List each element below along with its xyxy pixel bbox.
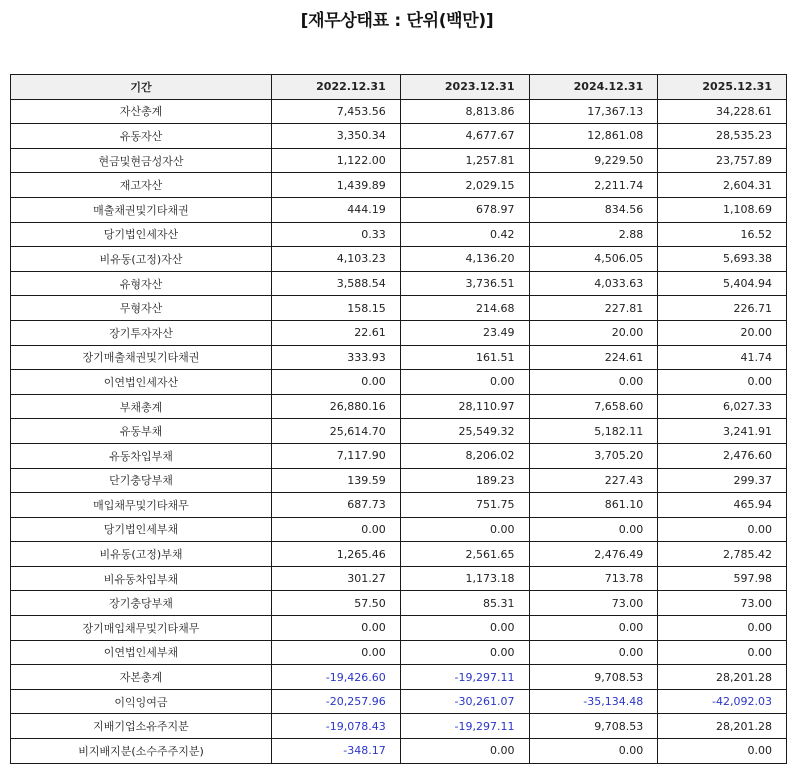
value-cell: 299.37	[658, 468, 787, 493]
value-cell: -19,297.11	[400, 665, 529, 690]
table-row	[11, 616, 787, 641]
row-label: 장기매입채무및기타채무	[11, 616, 272, 641]
row-label: 단기충당부채	[11, 468, 272, 493]
header-year: 2023.12.31	[400, 75, 529, 100]
value-cell: 8,206.02	[400, 443, 529, 468]
value-cell: 597.98	[658, 566, 787, 591]
table-row	[11, 517, 787, 542]
table-row	[11, 173, 787, 198]
value-cell: 20.00	[658, 320, 787, 345]
value-cell: 0.00	[529, 370, 658, 395]
value-cell: 0.00	[658, 616, 787, 641]
table-row	[11, 542, 787, 567]
value-cell: 28,201.28	[658, 665, 787, 690]
value-cell: 0.00	[272, 616, 401, 641]
value-cell: 57.50	[272, 591, 401, 616]
value-cell: 0.00	[658, 739, 787, 764]
value-cell: 0.00	[658, 640, 787, 665]
value-cell: 73.00	[529, 591, 658, 616]
row-label: 유동차입부채	[11, 443, 272, 468]
value-cell: 3,736.51	[400, 271, 529, 296]
value-cell: 5,404.94	[658, 271, 787, 296]
row-label: 유동자산	[11, 124, 272, 149]
value-cell: -42,092.03	[658, 689, 787, 714]
table-row	[11, 124, 787, 149]
row-label: 비유동(고정)자산	[11, 247, 272, 272]
table-row	[11, 640, 787, 665]
row-label: 자산총계	[11, 99, 272, 124]
value-cell: 0.42	[400, 222, 529, 247]
value-cell: 4,136.20	[400, 247, 529, 272]
value-cell: 2,476.60	[658, 443, 787, 468]
value-cell: 444.19	[272, 197, 401, 222]
value-cell: 7,658.60	[529, 394, 658, 419]
value-cell: 34,228.61	[658, 99, 787, 124]
value-cell: 4,103.23	[272, 247, 401, 272]
value-cell: 2,029.15	[400, 173, 529, 198]
value-cell: 0.33	[272, 222, 401, 247]
header-year: 2025.12.31	[658, 75, 787, 100]
value-cell: 0.00	[658, 370, 787, 395]
value-cell: -20,257.96	[272, 689, 401, 714]
row-label: 유동부채	[11, 419, 272, 444]
value-cell: 0.00	[272, 640, 401, 665]
row-label: 이연법인세부채	[11, 640, 272, 665]
value-cell: 1,108.69	[658, 197, 787, 222]
value-cell: 25,549.32	[400, 419, 529, 444]
value-cell: 0.00	[529, 517, 658, 542]
value-cell: 0.00	[529, 640, 658, 665]
value-cell: -19,078.43	[272, 714, 401, 739]
value-cell: 0.00	[529, 616, 658, 641]
value-cell: 0.00	[400, 517, 529, 542]
value-cell: 0.00	[400, 616, 529, 641]
value-cell: 2,604.31	[658, 173, 787, 198]
table-row	[11, 370, 787, 395]
value-cell: 2,476.49	[529, 542, 658, 567]
row-label: 이연법인세자산	[11, 370, 272, 395]
value-cell: 2.88	[529, 222, 658, 247]
value-cell: 5,693.38	[658, 247, 787, 272]
header-period: 기간	[11, 75, 272, 100]
row-label: 부채총계	[11, 394, 272, 419]
value-cell: 73.00	[658, 591, 787, 616]
value-cell: 139.59	[272, 468, 401, 493]
table-row	[11, 320, 787, 345]
table-row	[11, 739, 787, 764]
row-label: 지배기업소유주지분	[11, 714, 272, 739]
value-cell: -30,261.07	[400, 689, 529, 714]
row-label: 당기법인세부채	[11, 517, 272, 542]
value-cell: 9,229.50	[529, 148, 658, 173]
table-row	[11, 665, 787, 690]
value-cell: 23.49	[400, 320, 529, 345]
value-cell: 16.52	[658, 222, 787, 247]
value-cell: 0.00	[529, 739, 658, 764]
value-cell: 85.31	[400, 591, 529, 616]
value-cell: 7,117.90	[272, 443, 401, 468]
value-cell: 25,614.70	[272, 419, 401, 444]
table-row	[11, 222, 787, 247]
value-cell: 23,757.89	[658, 148, 787, 173]
row-label: 자본총계	[11, 665, 272, 690]
table-row	[11, 591, 787, 616]
value-cell: 4,506.05	[529, 247, 658, 272]
value-cell: 22.61	[272, 320, 401, 345]
value-cell: 28,535.23	[658, 124, 787, 149]
value-cell: 0.00	[400, 370, 529, 395]
table-row	[11, 345, 787, 370]
value-cell: 0.00	[272, 370, 401, 395]
value-cell: 1,257.81	[400, 148, 529, 173]
row-label: 유형자산	[11, 271, 272, 296]
value-cell: 4,677.67	[400, 124, 529, 149]
value-cell: 834.56	[529, 197, 658, 222]
row-label: 매출채권및기타채권	[11, 197, 272, 222]
table-header-row	[11, 75, 787, 100]
table-row	[11, 493, 787, 518]
value-cell: 4,033.63	[529, 271, 658, 296]
value-cell: 161.51	[400, 345, 529, 370]
value-cell: 20.00	[529, 320, 658, 345]
value-cell: 0.00	[272, 517, 401, 542]
value-cell: 1,265.46	[272, 542, 401, 567]
value-cell: 17,367.13	[529, 99, 658, 124]
value-cell: 3,588.54	[272, 271, 401, 296]
table-row	[11, 197, 787, 222]
table-row	[11, 714, 787, 739]
value-cell: -35,134.48	[529, 689, 658, 714]
row-label: 장기충당부채	[11, 591, 272, 616]
value-cell: 0.00	[400, 739, 529, 764]
value-cell: 2,561.65	[400, 542, 529, 567]
value-cell: -19,297.11	[400, 714, 529, 739]
value-cell: 678.97	[400, 197, 529, 222]
value-cell: 687.73	[272, 493, 401, 518]
value-cell: 227.43	[529, 468, 658, 493]
table-row	[11, 148, 787, 173]
table-row	[11, 296, 787, 321]
value-cell: 7,453.56	[272, 99, 401, 124]
value-cell: 301.27	[272, 566, 401, 591]
value-cell: 8,813.86	[400, 99, 529, 124]
value-cell: 1,439.89	[272, 173, 401, 198]
row-label: 장기투자자산	[11, 320, 272, 345]
value-cell: 189.23	[400, 468, 529, 493]
value-cell: -348.17	[272, 739, 401, 764]
table-row	[11, 394, 787, 419]
table-body	[11, 99, 787, 763]
table-row	[11, 689, 787, 714]
header-year: 2024.12.31	[529, 75, 658, 100]
table-row	[11, 99, 787, 124]
row-label: 무형자산	[11, 296, 272, 321]
value-cell: 9,708.53	[529, 665, 658, 690]
value-cell: 3,241.91	[658, 419, 787, 444]
value-cell: 226.71	[658, 296, 787, 321]
value-cell: 214.68	[400, 296, 529, 321]
value-cell: 2,211.74	[529, 173, 658, 198]
row-label: 현금및현금성자산	[11, 148, 272, 173]
value-cell: 2,785.42	[658, 542, 787, 567]
value-cell: 861.10	[529, 493, 658, 518]
table-row	[11, 271, 787, 296]
value-cell: 41.74	[658, 345, 787, 370]
value-cell: 9,708.53	[529, 714, 658, 739]
value-cell: 0.00	[400, 640, 529, 665]
value-cell: 5,182.11	[529, 419, 658, 444]
page-title: [재무상태표 : 단위(백만)]	[300, 11, 494, 31]
table-row	[11, 247, 787, 272]
header-year: 2022.12.31	[272, 75, 401, 100]
row-label: 비지배지분(소수주주지분)	[11, 739, 272, 764]
value-cell: 713.78	[529, 566, 658, 591]
value-cell: 3,350.34	[272, 124, 401, 149]
balance-sheet-table	[10, 74, 787, 764]
row-label: 매입채무및기타채무	[11, 493, 272, 518]
row-label: 당기법인세자산	[11, 222, 272, 247]
value-cell: 1,122.00	[272, 148, 401, 173]
value-cell: 333.93	[272, 345, 401, 370]
value-cell: 465.94	[658, 493, 787, 518]
value-cell: 28,201.28	[658, 714, 787, 739]
value-cell: 3,705.20	[529, 443, 658, 468]
value-cell: 1,173.18	[400, 566, 529, 591]
value-cell: 26,880.16	[272, 394, 401, 419]
table-row	[11, 443, 787, 468]
table-row	[11, 468, 787, 493]
table-row	[11, 566, 787, 591]
row-label: 비유동(고정)부채	[11, 542, 272, 567]
value-cell: -19,426.60	[272, 665, 401, 690]
value-cell: 12,861.08	[529, 124, 658, 149]
value-cell: 6,027.33	[658, 394, 787, 419]
row-label: 비유동차입부채	[11, 566, 272, 591]
value-cell: 28,110.97	[400, 394, 529, 419]
value-cell: 751.75	[400, 493, 529, 518]
value-cell: 224.61	[529, 345, 658, 370]
row-label: 이익잉여금	[11, 689, 272, 714]
value-cell: 0.00	[658, 517, 787, 542]
row-label: 재고자산	[11, 173, 272, 198]
row-label: 장기매출채권및기타채권	[11, 345, 272, 370]
table-row	[11, 419, 787, 444]
value-cell: 158.15	[272, 296, 401, 321]
value-cell: 227.81	[529, 296, 658, 321]
